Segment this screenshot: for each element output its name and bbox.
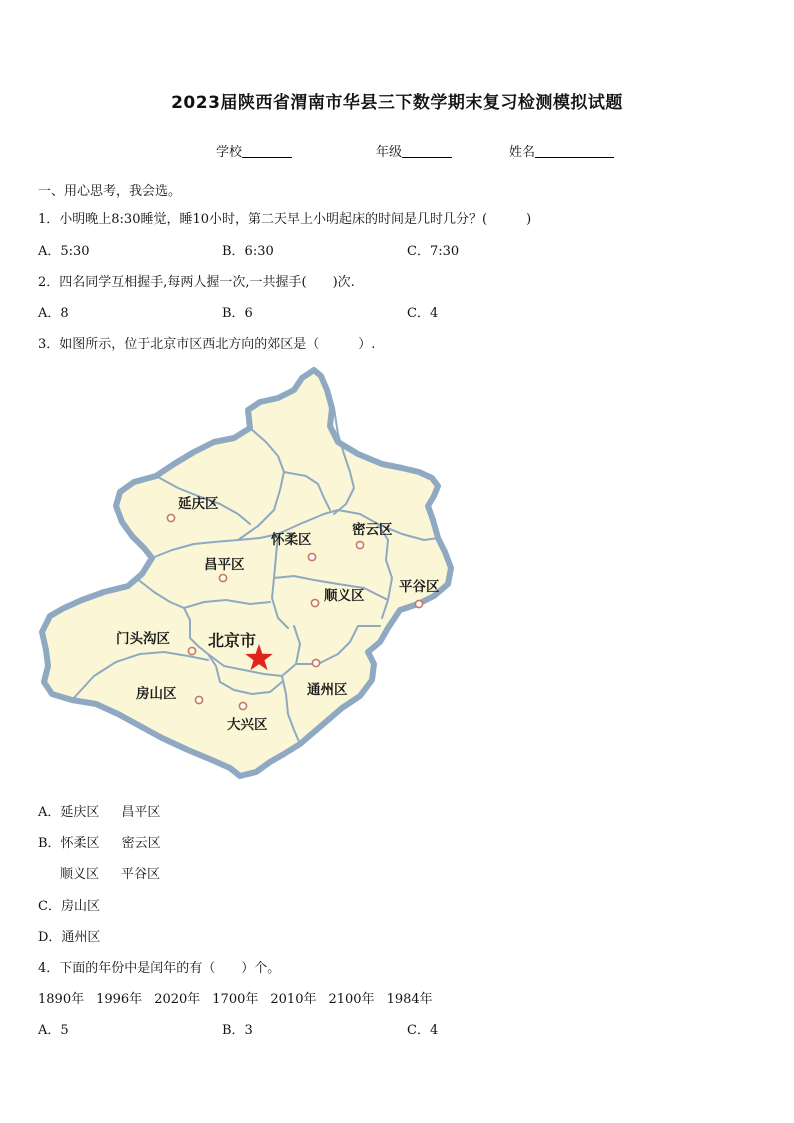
- name-blank: [535, 144, 614, 158]
- district-dot-icon: [219, 574, 226, 581]
- district-dot-icon: [195, 696, 202, 703]
- question-3: 3．如图所示，位于北京市区西北方向的郊区是（ ）.: [38, 337, 376, 352]
- district-dot-icon: [239, 702, 246, 709]
- q1-option-c: C．7:30: [407, 244, 460, 259]
- district-dot-icon: [167, 514, 174, 521]
- q4-option-b: B．3: [222, 1023, 253, 1038]
- q4-years: [38, 988, 433, 1007]
- q2-option-b: B．6: [222, 306, 253, 321]
- district-dot-icon: [311, 599, 318, 606]
- q3-option-b-cont: [60, 863, 160, 882]
- map-label-yanqing: 延庆区: [178, 496, 219, 512]
- q3-option-a: [38, 801, 160, 820]
- q3-option-a-part1: A．延庆区: [38, 805, 100, 820]
- map-label-shunyi: 顺义区: [324, 588, 365, 604]
- question-1: 1．小明晚上8:30睡觉，睡10小时，第二天早上小明起床的时间是几时几分？( ): [38, 212, 532, 227]
- q3-option-b-part1: B．怀柔区: [38, 836, 100, 851]
- grade-field: [376, 141, 452, 160]
- q4-option-a: A．5: [38, 1023, 69, 1038]
- district-dot-icon: [356, 541, 363, 548]
- year-item: 2010年: [270, 992, 317, 1007]
- district-dot-icon: [312, 659, 319, 666]
- q1-option-b: B．6:30: [222, 244, 274, 259]
- grade-label: 年级: [376, 145, 403, 160]
- school-field: [216, 141, 292, 160]
- q3-option-b-part3: 顺义区: [60, 867, 100, 882]
- q3-option-d: D．通州区: [38, 930, 101, 945]
- year-item: 1984年: [386, 992, 433, 1007]
- school-blank: [242, 144, 292, 158]
- q3-option-b-part2: 密云区: [121, 836, 161, 851]
- q3-option-c: C．房山区: [38, 899, 100, 914]
- map-label-beijing: 北京市: [208, 631, 257, 650]
- year-item: 2020年: [154, 992, 201, 1007]
- q3-option-a-part2: 昌平区: [121, 805, 161, 820]
- map-label-tongzhou: 通州区: [307, 682, 348, 698]
- q2-option-a: A．8: [38, 306, 69, 321]
- map-label-miyun: 密云区: [352, 522, 393, 538]
- year-item: 1890年: [38, 992, 85, 1007]
- question-4: 4．下面的年份中是闰年的有（ ）个。: [38, 961, 281, 976]
- year-item: 1996年: [96, 992, 143, 1007]
- q1-option-a: A．5:30: [38, 244, 90, 259]
- map-label-mentougou: 门头沟区: [116, 631, 170, 647]
- district-dot-icon: [308, 553, 315, 560]
- map-label-daxing: 大兴区: [227, 717, 268, 733]
- name-label: 姓名: [509, 145, 536, 160]
- year-item: 2100年: [328, 992, 375, 1007]
- year-item: 1700年: [212, 992, 259, 1007]
- beijing-district-map: [38, 364, 508, 784]
- map-label-fangshan: 房山区: [136, 686, 177, 702]
- grade-blank: [402, 144, 452, 158]
- question-2: 2．四名同学互相握手,每两人握一次,一共握手( )次.: [38, 275, 355, 290]
- map-label-pinggu: 平谷区: [399, 579, 440, 595]
- q2-option-c: C．4: [407, 306, 439, 321]
- q3-option-b: [38, 832, 161, 851]
- district-dot-icon: [415, 600, 422, 607]
- section-heading: 一、用心思考，我会选。: [38, 184, 182, 199]
- school-label: 学校: [216, 145, 243, 160]
- map-label-changping: 昌平区: [204, 557, 245, 573]
- map-label-huairou: 怀柔区: [271, 532, 312, 548]
- document-title: 2023届陕西省渭南市华县三下数学期末复习检测模拟试题: [171, 93, 623, 113]
- q4-option-c: C．4: [407, 1023, 439, 1038]
- name-field: [509, 141, 614, 160]
- q3-option-b-part4: 平谷区: [121, 867, 161, 882]
- district-dot-icon: [188, 647, 195, 654]
